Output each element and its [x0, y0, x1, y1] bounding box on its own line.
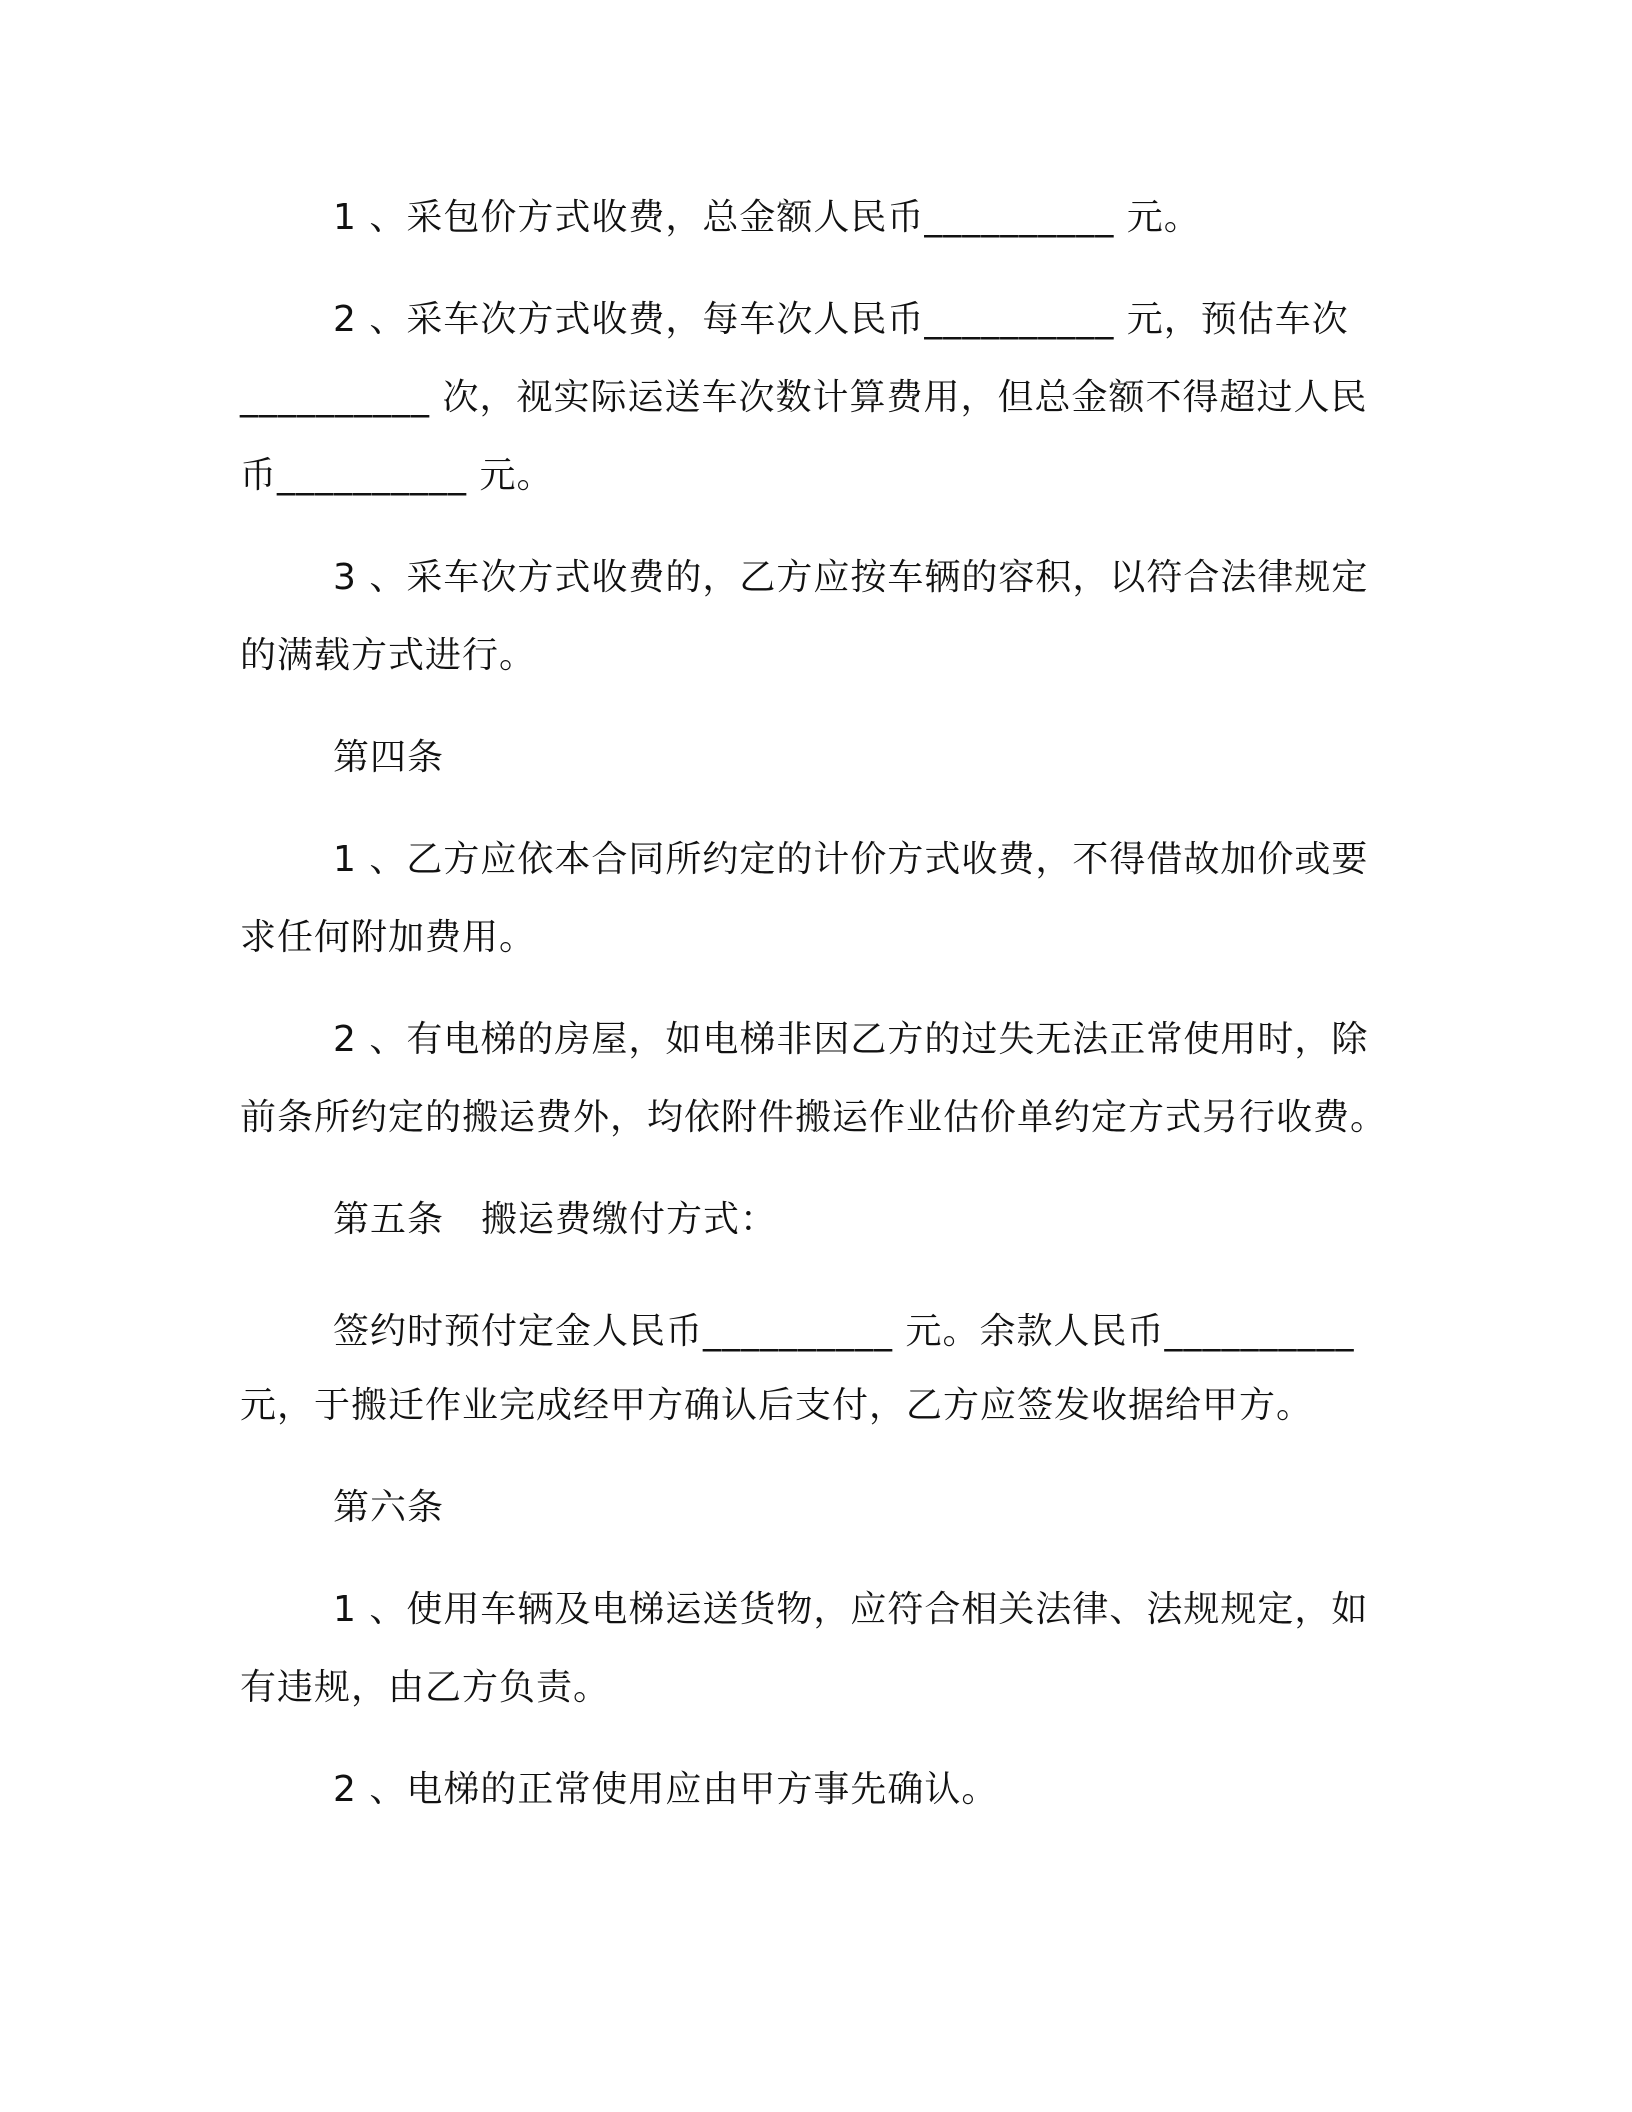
- clause-3-item-2-line-1: 2 、采车次方式收费，每车次人民币__________ 元，预估车次: [333, 299, 1349, 340]
- clause-4-item-2-line-1: 2 、有电梯的房屋，如电梯非因乙方的过失无法正常使用时，除: [333, 1019, 1369, 1060]
- clause-5-body-line-2: 元，于搬迁作业完成经甲方确认后支付，乙方应签发收据给甲方。: [240, 1385, 1314, 1426]
- clause-3-item-2-line-3: 币__________ 元。: [240, 455, 554, 496]
- clause-6-heading: 第六条: [333, 1487, 445, 1528]
- clause-4-item-1-line-1: 1 、乙方应依本合同所约定的计价方式收费，不得借故加价或要: [333, 839, 1369, 880]
- clause-4-item-2-line-2: 前条所约定的搬运费外，均依附件搬运作业估价单约定方式另行收费。: [240, 1097, 1388, 1138]
- clause-4-heading: 第四条: [333, 737, 445, 778]
- clause-6-item-2: 2 、电梯的正常使用应由甲方事先确认。: [333, 1769, 999, 1810]
- clause-6-item-1-line-1: 1 、使用车辆及电梯运送货物，应符合相关法律、法规规定，如: [333, 1589, 1369, 1630]
- clause-3-item-2-line-2: __________ 次，视实际运送车次数计算费用，但总金额不得超过人民: [240, 377, 1368, 418]
- clause-3-item-3-line-2: 的满载方式进行。: [240, 635, 537, 676]
- clause-3-item-3-line-1: 3 、采车次方式收费的，乙方应按车辆的容积，以符合法律规定: [333, 557, 1369, 598]
- clause-5-body-line-1: 签约时预付定金人民币__________ 元。余款人民币__________: [333, 1311, 1355, 1352]
- clause-5-heading: 第五条 搬运费缴付方式：: [333, 1199, 778, 1240]
- clause-6-item-1-line-2: 有违规，由乙方负责。: [240, 1667, 611, 1708]
- clause-3-item-1: 1 、采包价方式收费，总金额人民币__________ 元。: [333, 197, 1201, 238]
- clause-4-item-1-line-2: 求任何附加费用。: [240, 917, 537, 958]
